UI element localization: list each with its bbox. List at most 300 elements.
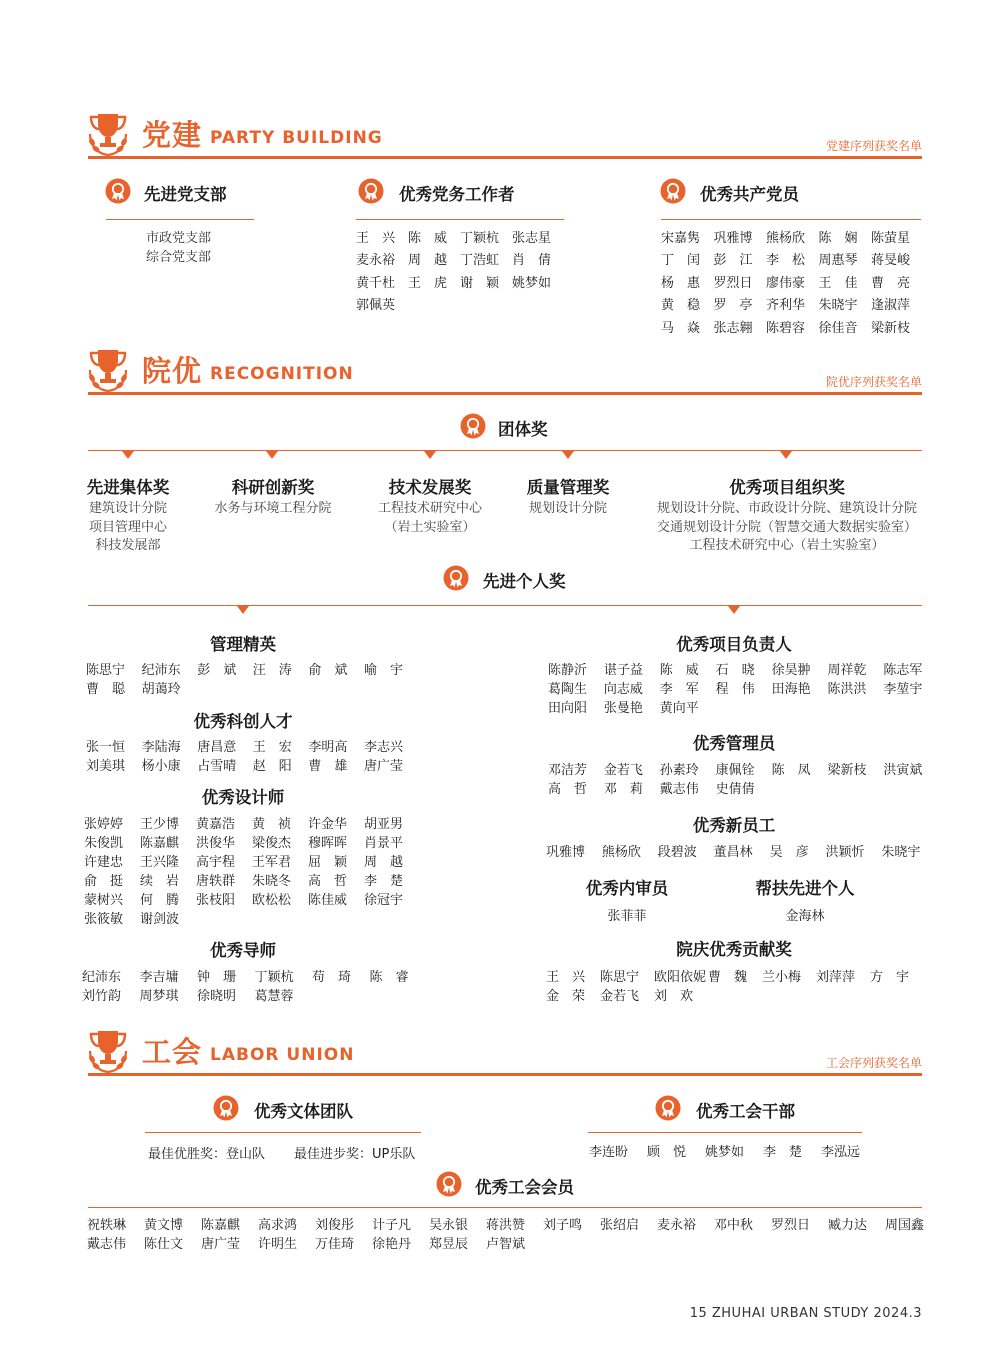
person-name: 胡亚男 bbox=[364, 817, 404, 832]
list-item: 市政党支部 bbox=[146, 231, 212, 246]
group-award-units bbox=[58, 500, 198, 556]
name-row bbox=[661, 250, 924, 272]
medal-icon bbox=[443, 565, 469, 591]
person-name: 方 宇 bbox=[870, 970, 910, 985]
person-name: 郑昱辰 bbox=[429, 1237, 469, 1252]
person-name: 赵 阳 bbox=[252, 759, 292, 774]
person-name: 陈思宁 bbox=[86, 663, 126, 678]
person-name: 麦永裕 bbox=[657, 1218, 697, 1233]
person-name: 卢智斌 bbox=[486, 1237, 526, 1252]
person-name: 洪寅斌 bbox=[883, 763, 923, 778]
person-name: 计子凡 bbox=[372, 1218, 412, 1233]
person-name: 邓 莉 bbox=[603, 782, 643, 797]
name-grid bbox=[589, 1143, 879, 1162]
pointer-arrow bbox=[728, 606, 740, 614]
section-title-zh: 工会 bbox=[142, 1035, 203, 1069]
section-title-zh: 院优 bbox=[142, 354, 203, 388]
person-name: 胡蔼玲 bbox=[141, 682, 181, 697]
person-name: 汪 涛 bbox=[252, 663, 292, 678]
person-name: 刘美琪 bbox=[86, 759, 126, 774]
person-name: 俞 挺 bbox=[84, 874, 124, 889]
section-title-en: RECOGNITION bbox=[210, 364, 354, 384]
person-name: 廖伟豪 bbox=[766, 275, 806, 291]
section-note: 院优序列获奖名单 bbox=[825, 375, 922, 389]
person-name: 金若飞 bbox=[603, 763, 643, 778]
person-name: 何 腾 bbox=[140, 893, 180, 908]
person-name: 戴志伟 bbox=[87, 1237, 127, 1252]
person-name: 肖景平 bbox=[364, 836, 404, 851]
person-name: 陈 娴 bbox=[818, 231, 858, 246]
category-title: 优秀管理员 bbox=[692, 734, 776, 753]
person-name: 张枝阳 bbox=[196, 893, 236, 908]
person-name: 杨小康 bbox=[141, 759, 181, 774]
person-name: 熊杨欣 bbox=[601, 845, 641, 860]
person-name: 巩雅博 bbox=[713, 231, 753, 246]
person-name: 金 荣 bbox=[546, 989, 586, 1004]
person-name: 黄嘉浩 bbox=[196, 817, 236, 832]
divider bbox=[88, 450, 922, 451]
person-name: 洪俊华 bbox=[196, 836, 236, 851]
person-name: 梁俊杰 bbox=[252, 836, 292, 851]
person-name: 周梦琪 bbox=[139, 989, 179, 1004]
category-title: 院庆优秀贡献奖 bbox=[676, 940, 792, 959]
name-grid bbox=[546, 843, 937, 862]
person-name: 唐轶群 bbox=[196, 874, 236, 889]
category-title: 优秀工会会员 bbox=[475, 1178, 574, 1197]
person-name: 占雪晴 bbox=[197, 759, 237, 774]
person-name: 李连盼 bbox=[589, 1145, 629, 1160]
person-name: 石 晓 bbox=[715, 663, 755, 678]
person-name: 吴永银 bbox=[429, 1218, 469, 1233]
name-row bbox=[548, 699, 939, 718]
person-name: 陈 凤 bbox=[771, 763, 811, 778]
person-name: 许金华 bbox=[308, 817, 348, 832]
name-row bbox=[86, 661, 420, 680]
group-award-title: 团体奖 bbox=[498, 420, 548, 439]
person-name: 王 虎 bbox=[408, 275, 448, 291]
person-name: 纪沛东 bbox=[82, 970, 122, 985]
person-name: 张曼艳 bbox=[603, 701, 643, 716]
person-name: 丁颖杭 bbox=[460, 231, 500, 246]
person-name: 张婷婷 bbox=[84, 817, 124, 832]
person-name: 曹 亮 bbox=[871, 275, 911, 291]
person-name: 丁浩虹 bbox=[460, 253, 500, 269]
name-row bbox=[661, 273, 924, 295]
group-award-units bbox=[508, 500, 628, 519]
person-name: 周 越 bbox=[364, 855, 404, 870]
person-name: 续 岩 bbox=[140, 874, 180, 889]
person-name: 李吉墉 bbox=[139, 970, 179, 985]
trophy-icon bbox=[86, 110, 130, 158]
name-grid bbox=[86, 738, 420, 776]
person-name: 蒋洪赞 bbox=[486, 1218, 526, 1233]
person-name: 王军君 bbox=[252, 855, 292, 870]
person-name: 俞 斌 bbox=[308, 663, 348, 678]
section-title-en: PARTY BUILDING bbox=[210, 128, 383, 148]
name-row bbox=[661, 295, 924, 317]
person-name: 田向阳 bbox=[548, 701, 588, 716]
person-name: 邓洁芳 bbox=[548, 763, 588, 778]
person-name: 康佩铨 bbox=[715, 763, 755, 778]
person-name: 徐佳音 bbox=[818, 320, 858, 336]
trophy-icon bbox=[86, 1027, 130, 1075]
person-name: 李志兴 bbox=[363, 740, 403, 755]
person-name: 高 哲 bbox=[308, 874, 348, 889]
individual-award-title: 先进个人奖 bbox=[483, 572, 566, 591]
name-row bbox=[86, 738, 420, 757]
award-text: 最佳进步奖：UP乐队 bbox=[294, 1147, 416, 1162]
person-name: 张绍启 bbox=[600, 1218, 640, 1233]
name-row bbox=[356, 250, 564, 272]
person-name: 田海艳 bbox=[771, 682, 811, 697]
person-name: 朱晓宇 bbox=[881, 845, 921, 860]
group-award-units bbox=[360, 500, 500, 537]
name-row bbox=[356, 273, 564, 295]
name-row bbox=[82, 968, 427, 987]
person-name: 丁 闰 bbox=[661, 253, 701, 269]
person-name: 陈志军 bbox=[883, 663, 923, 678]
name-grid bbox=[82, 968, 427, 1006]
person-name: 臧力达 bbox=[828, 1218, 868, 1233]
name-row bbox=[84, 834, 420, 853]
medal-icon bbox=[655, 1095, 681, 1121]
person-name: 邓中秋 bbox=[714, 1218, 754, 1233]
name-row bbox=[661, 228, 924, 250]
unit-line: 规划设计分院 bbox=[528, 501, 607, 516]
category-title: 优秀文体团队 bbox=[254, 1102, 353, 1121]
divider bbox=[145, 1132, 421, 1133]
category-title: 优秀设计师 bbox=[201, 788, 285, 807]
name-row bbox=[589, 1143, 879, 1162]
person-name: 刘萍萍 bbox=[816, 970, 856, 985]
divider bbox=[88, 605, 922, 606]
section-note: 工会序列获奖名单 bbox=[825, 1056, 922, 1070]
unit-line: 交通规划设计分院（智慧交通大数据实验室） bbox=[656, 519, 917, 535]
name-row bbox=[661, 318, 924, 340]
name-row bbox=[548, 780, 939, 799]
person-name: 刘俊彤 bbox=[315, 1218, 355, 1233]
person-name: 谌子益 bbox=[603, 663, 643, 678]
trophy-icon bbox=[86, 346, 130, 394]
person-name: 陈 威 bbox=[659, 663, 699, 678]
person-name: 巩雅博 bbox=[546, 845, 586, 860]
person-name: 彭 斌 bbox=[197, 663, 237, 678]
person-name: 葛慧蓉 bbox=[254, 989, 294, 1004]
category-title: 优秀工会干部 bbox=[696, 1102, 795, 1121]
person-name: 唐昌意 bbox=[197, 740, 237, 755]
person-name: 屈 颖 bbox=[308, 855, 348, 870]
person-name: 陈 威 bbox=[408, 231, 448, 246]
person-name: 张志翱 bbox=[713, 320, 753, 336]
person-name: 宋嘉隽 bbox=[661, 231, 701, 246]
name-grid bbox=[84, 815, 420, 929]
person-name: 张筱敏 bbox=[84, 912, 124, 927]
person-name: 张志星 bbox=[512, 231, 552, 246]
person-name: 陈萤星 bbox=[871, 231, 911, 246]
name-grid bbox=[548, 761, 939, 799]
name-row bbox=[546, 843, 937, 862]
person-name: 徐晓明 bbox=[197, 989, 237, 1004]
name-row bbox=[546, 987, 924, 1006]
person-name: 朱俊凯 bbox=[84, 836, 124, 851]
person-name: 李陆海 bbox=[141, 740, 181, 755]
person-name: 刘子鸣 bbox=[543, 1218, 583, 1233]
category-title: 优秀党务工作者 bbox=[399, 185, 515, 204]
person-name: 兰小梅 bbox=[762, 970, 802, 985]
category-title: 优秀内审员 bbox=[585, 879, 669, 898]
medal-icon bbox=[436, 1171, 462, 1197]
person-name: 罗 亭 bbox=[713, 298, 753, 314]
category-title: 优秀项目负责人 bbox=[676, 635, 792, 654]
name-row bbox=[86, 680, 420, 699]
person-name: 唐广莹 bbox=[363, 759, 403, 774]
person-name: 陈仕文 bbox=[144, 1237, 184, 1252]
pointer-arrow bbox=[266, 451, 278, 459]
divider bbox=[661, 219, 921, 220]
section-title-zh: 党建 bbox=[142, 118, 203, 152]
category-title: 优秀导师 bbox=[210, 941, 276, 960]
person-name: 谢剑波 bbox=[140, 912, 180, 927]
name-row bbox=[87, 1235, 942, 1254]
section-rule bbox=[88, 1073, 922, 1076]
section-note: 党建序列获奖名单 bbox=[825, 139, 922, 153]
person-name: 麦永裕 bbox=[356, 253, 396, 269]
person-name: 周惠琴 bbox=[818, 253, 858, 269]
name-grid bbox=[548, 661, 939, 718]
person-name: 高宇程 bbox=[196, 855, 236, 870]
person-name: 陈思宁 bbox=[600, 970, 640, 985]
pointer-arrow bbox=[424, 451, 436, 459]
person-name: 黄向平 bbox=[659, 701, 699, 716]
category-title: 先进党支部 bbox=[144, 185, 227, 204]
group-award-units bbox=[646, 500, 928, 556]
branch-list bbox=[146, 230, 211, 267]
medal-icon bbox=[660, 178, 686, 204]
person-name: 肖 倩 bbox=[512, 253, 552, 269]
pointer-arrow bbox=[780, 451, 792, 459]
person-name: 熊杨欣 bbox=[766, 231, 806, 246]
person-name: 欧阳依妮 bbox=[654, 970, 707, 985]
unit-line: 项目管理中心 bbox=[88, 519, 167, 535]
person-name: 穆晖晖 bbox=[308, 836, 348, 851]
category-title: 优秀新员工 bbox=[692, 816, 776, 835]
name-text: 张菲菲 bbox=[607, 909, 647, 924]
person-name: 董昌林 bbox=[713, 845, 753, 860]
person-name: 万佳琦 bbox=[315, 1237, 355, 1252]
name-row bbox=[84, 815, 420, 834]
divider bbox=[88, 1207, 922, 1208]
person-name: 金若飞 bbox=[600, 989, 640, 1004]
person-name: 陈洪洪 bbox=[827, 682, 867, 697]
pointer-arrow bbox=[237, 606, 249, 614]
divider bbox=[106, 219, 254, 220]
person-name: 齐利华 bbox=[766, 298, 806, 314]
name-row bbox=[548, 661, 939, 680]
pointer-arrow bbox=[562, 451, 574, 459]
award-text: 最佳优胜奖：登山队 bbox=[148, 1147, 266, 1162]
category-title: 优秀科创人才 bbox=[193, 712, 293, 731]
person-name: 丁颖杭 bbox=[254, 970, 294, 985]
medal-icon bbox=[213, 1095, 239, 1121]
person-name: 梁新枝 bbox=[827, 763, 867, 778]
unit-line: 科技发展部 bbox=[95, 538, 161, 554]
person-name: 姚梦如 bbox=[512, 275, 552, 291]
person-name: 史倩倩 bbox=[715, 782, 755, 797]
person-name: 陈静沂 bbox=[548, 663, 588, 678]
person-name: 黄文博 bbox=[144, 1218, 184, 1233]
category-title: 帮扶先进个人 bbox=[755, 879, 855, 898]
name-row bbox=[86, 757, 420, 776]
group-award-name: 先进集体奖 bbox=[86, 478, 170, 497]
unit-line: 水务与环境工程分院 bbox=[214, 501, 332, 516]
name-grid bbox=[356, 228, 564, 318]
name-grid bbox=[86, 661, 420, 699]
person-name: 蒋旻峻 bbox=[871, 253, 911, 269]
person-name: 王 兴 bbox=[356, 231, 396, 246]
list-item: 综合党支部 bbox=[146, 249, 212, 265]
person-name: 郭佩英 bbox=[356, 298, 396, 314]
name-row bbox=[84, 891, 420, 910]
person-name: 高求鸿 bbox=[258, 1218, 298, 1233]
name-row bbox=[82, 987, 427, 1006]
unit-line: 工程技术研究中心（岩土实验室） bbox=[689, 538, 885, 554]
person-name: 王少博 bbox=[140, 817, 180, 832]
person-name: 曹 雄 bbox=[308, 759, 348, 774]
person-name: 罗烈日 bbox=[713, 275, 753, 291]
person-name: 王 兴 bbox=[546, 970, 586, 985]
person-name: 苟 琦 bbox=[312, 970, 352, 985]
category-title: 优秀共产党员 bbox=[700, 185, 799, 204]
person-name: 向志威 bbox=[603, 682, 643, 697]
medal-icon bbox=[105, 178, 131, 204]
group-award-name: 科研创新奖 bbox=[231, 478, 315, 497]
person-name: 谢 颖 bbox=[460, 275, 500, 291]
person-name: 陈嘉麒 bbox=[140, 836, 180, 851]
person-name: 徐昊翀 bbox=[771, 663, 811, 678]
person-name: 陈碧容 bbox=[766, 320, 806, 336]
person-name: 黄 祯 bbox=[252, 817, 292, 832]
section-title-en: LABOR UNION bbox=[210, 1045, 355, 1065]
name-grid bbox=[661, 228, 924, 340]
person-name: 程 伟 bbox=[715, 682, 755, 697]
person-name: 杨 惠 bbox=[661, 275, 701, 291]
person-name: 孙素玲 bbox=[659, 763, 699, 778]
person-name: 陈佳威 bbox=[308, 893, 348, 908]
person-name: 欧松松 bbox=[252, 893, 292, 908]
person-name: 刘 欢 bbox=[654, 989, 694, 1004]
person-name: 祝轶琳 bbox=[87, 1218, 127, 1233]
person-name: 高 哲 bbox=[548, 782, 588, 797]
unit-line: 建筑设计分院 bbox=[88, 501, 167, 516]
section-rule bbox=[88, 156, 922, 159]
person-name: 张一恒 bbox=[86, 740, 126, 755]
unit-line: 工程技术研究中心 bbox=[377, 501, 482, 516]
name-grid bbox=[87, 1216, 942, 1254]
name-row bbox=[356, 228, 564, 250]
person-name: 刘竹韵 bbox=[82, 989, 122, 1004]
person-name: 李 楚 bbox=[763, 1145, 803, 1160]
person-name: 陈 睿 bbox=[369, 970, 409, 985]
person-name: 马 焱 bbox=[661, 320, 701, 336]
person-name: 陈嘉麒 bbox=[201, 1218, 241, 1233]
medal-icon bbox=[460, 413, 486, 439]
person-name: 吴 彦 bbox=[769, 845, 809, 860]
person-name: 逢淑萍 bbox=[871, 298, 911, 314]
name-row bbox=[84, 853, 420, 872]
person-name: 李 楚 bbox=[364, 874, 404, 889]
page-footer: 15 ZHUHAI URBAN STUDY 2024.3 bbox=[689, 1306, 922, 1321]
name-row bbox=[84, 872, 420, 891]
person-name: 钟 珊 bbox=[197, 970, 237, 985]
person-name: 黄 稳 bbox=[661, 298, 701, 314]
person-name: 李 松 bbox=[766, 253, 806, 269]
person-name: 姚梦如 bbox=[705, 1145, 745, 1160]
person-name: 王 宏 bbox=[252, 740, 292, 755]
group-award-name: 技术发展奖 bbox=[388, 478, 472, 497]
person-name: 李明高 bbox=[308, 740, 348, 755]
person-name: 朱晓冬 bbox=[252, 874, 292, 889]
name-row bbox=[356, 295, 564, 317]
person-name: 徐冠宇 bbox=[364, 893, 404, 908]
name-grid bbox=[546, 968, 924, 1006]
person-name: 段碧波 bbox=[657, 845, 697, 860]
person-name: 纪沛东 bbox=[141, 663, 181, 678]
name-row bbox=[548, 680, 939, 699]
person-name: 朱晓宇 bbox=[818, 298, 858, 314]
name-row bbox=[87, 1216, 942, 1235]
person-name: 周 越 bbox=[408, 253, 448, 269]
name-text: 金海林 bbox=[785, 909, 825, 924]
person-name: 徐艳丹 bbox=[372, 1237, 412, 1252]
person-name: 曹 魏 bbox=[708, 970, 748, 985]
person-name: 周国鑫 bbox=[885, 1218, 925, 1233]
name-row bbox=[546, 968, 924, 987]
group-award-name: 质量管理奖 bbox=[526, 478, 610, 497]
pointer-arrow bbox=[122, 451, 134, 459]
person-name: 蒙树兴 bbox=[84, 893, 124, 908]
name-row bbox=[548, 761, 939, 780]
group-award-units bbox=[198, 500, 348, 519]
category-title: 管理精英 bbox=[210, 635, 276, 654]
person-name: 顾 悦 bbox=[647, 1145, 687, 1160]
person-name: 许建忠 bbox=[84, 855, 124, 870]
person-name: 戴志伟 bbox=[659, 782, 699, 797]
divider bbox=[588, 1132, 862, 1133]
unit-line: （岩土实验室） bbox=[384, 519, 476, 535]
person-name: 葛陶生 bbox=[548, 682, 588, 697]
name-row bbox=[84, 910, 420, 929]
person-name: 洪颖忻 bbox=[825, 845, 865, 860]
group-award-name: 优秀项目组织奖 bbox=[729, 478, 845, 497]
person-name: 喻 宇 bbox=[363, 663, 403, 678]
person-name: 黄千杜 bbox=[356, 275, 396, 291]
person-name: 李 军 bbox=[659, 682, 699, 697]
unit-line: 规划设计分院、市政设计分院、建筑设计分院 bbox=[656, 501, 917, 516]
person-name: 曹 聪 bbox=[86, 682, 126, 697]
person-name: 李堃宇 bbox=[883, 682, 923, 697]
person-name: 周祥乾 bbox=[827, 663, 867, 678]
person-name: 李泓远 bbox=[821, 1145, 861, 1160]
divider bbox=[356, 219, 564, 220]
person-name: 唐广莹 bbox=[201, 1237, 241, 1252]
person-name: 彭 江 bbox=[713, 253, 753, 269]
medal-icon bbox=[358, 178, 384, 204]
section-rule bbox=[88, 392, 922, 395]
person-name: 罗烈日 bbox=[771, 1218, 811, 1233]
person-name: 王 佳 bbox=[818, 275, 858, 291]
person-name: 梁新枝 bbox=[871, 320, 911, 336]
person-name: 王兴隆 bbox=[140, 855, 180, 870]
